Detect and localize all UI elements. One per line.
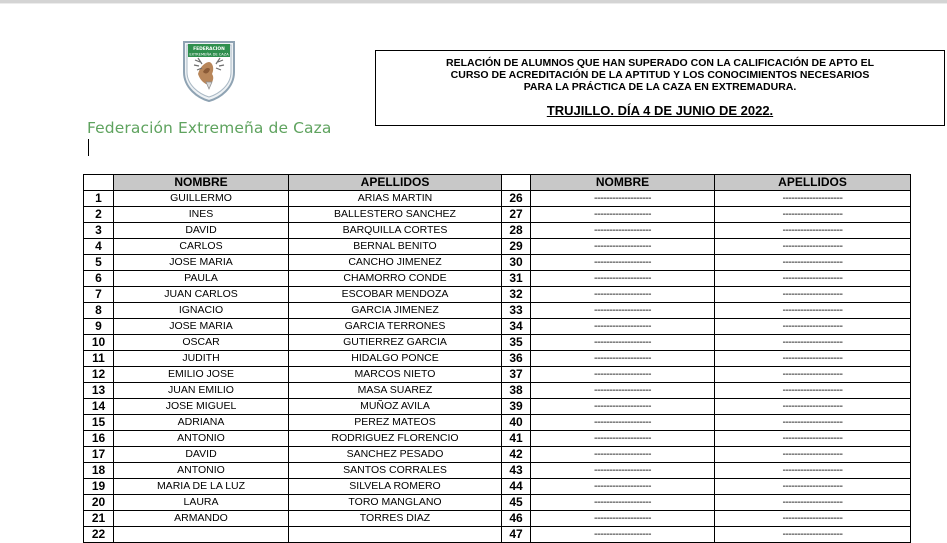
row-number: 1 — [84, 191, 114, 207]
row-number: 4 — [84, 239, 114, 255]
cell-apellidos: BERNAL BENITO — [289, 239, 502, 255]
cell-apellidos: CHAMORRO CONDE — [289, 271, 502, 287]
cell-apellidos-placeholder: -------------------- — [715, 479, 911, 495]
row-number-right: 46 — [502, 511, 531, 527]
cell-nombre-placeholder: ------------------- — [531, 399, 715, 415]
cell-apellidos-placeholder: -------------------- — [715, 319, 911, 335]
cell-apellidos: MARCOS NIETO — [289, 367, 502, 383]
students-table — [83, 174, 911, 543]
cell-apellidos: SILVELA ROMERO — [289, 479, 502, 495]
cell-apellidos-placeholder: -------------------- — [715, 367, 911, 383]
row-number-right: 47 — [502, 527, 531, 543]
cell-nombre-placeholder: ------------------- — [531, 287, 715, 303]
row-number: 11 — [84, 351, 114, 367]
cell-nombre-placeholder: ------------------- — [531, 463, 715, 479]
cell-nombre — [114, 527, 289, 543]
cell-nombre: JUDITH — [114, 351, 289, 367]
cell-nombre-placeholder: ------------------- — [531, 383, 715, 399]
row-number-right: 37 — [502, 367, 531, 383]
cell-nombre-placeholder: ------------------- — [531, 207, 715, 223]
cell-apellidos-placeholder: -------------------- — [715, 287, 911, 303]
cell-apellidos-placeholder: -------------------- — [715, 239, 911, 255]
table-row — [84, 335, 911, 351]
cell-apellidos: SANTOS CORRALES — [289, 463, 502, 479]
cell-apellidos-placeholder: -------------------- — [715, 511, 911, 527]
header-number-right — [502, 175, 531, 191]
row-number: 18 — [84, 463, 114, 479]
cell-nombre-placeholder: ------------------- — [531, 351, 715, 367]
table-row — [84, 303, 911, 319]
row-number-right: 32 — [502, 287, 531, 303]
table-row — [84, 399, 911, 415]
header-nombre-left: NOMBRE — [114, 175, 289, 191]
table-row — [84, 479, 911, 495]
logo-text-top: FEDERACION — [193, 47, 225, 52]
table-row — [84, 463, 911, 479]
cell-nombre-placeholder: ------------------- — [531, 367, 715, 383]
cell-nombre: ARMANDO — [114, 511, 289, 527]
window-top-edge-shadow — [0, 3, 947, 4]
cell-nombre: JOSE MIGUEL — [114, 399, 289, 415]
cell-nombre-placeholder: ------------------- — [531, 415, 715, 431]
logo-text-bottom: EXTREMEÑA DE CAZA — [189, 52, 229, 57]
notice-date: TRUJILLO. DÍA 4 DE JUNIO DE 2022. — [546, 103, 774, 118]
cell-apellidos: RODRIGUEZ FLORENCIO — [289, 431, 502, 447]
row-number-right: 28 — [502, 223, 531, 239]
organization-name: Federación Extremeña de Caza — [87, 119, 332, 137]
cell-nombre: IGNACIO — [114, 303, 289, 319]
notice-line-2: CURSO DE ACREDITACIÓN DE LA APTITUD Y LOS CONOCIMIENTOS NECESARIOS — [450, 69, 870, 81]
cell-apellidos-placeholder: -------------------- — [715, 383, 911, 399]
cell-apellidos-placeholder: -------------------- — [715, 303, 911, 319]
table-row — [84, 191, 911, 207]
cell-nombre: ANTONIO — [114, 431, 289, 447]
cell-nombre: JOSE MARIA — [114, 255, 289, 271]
cell-nombre-placeholder: ------------------- — [531, 319, 715, 335]
cell-apellidos: ARIAS MARTIN — [289, 191, 502, 207]
cell-apellidos: CANCHO JIMENEZ — [289, 255, 502, 271]
cell-apellidos-placeholder: -------------------- — [715, 351, 911, 367]
cell-apellidos-placeholder: -------------------- — [715, 271, 911, 287]
cell-nombre: GUILLERMO — [114, 191, 289, 207]
cell-nombre-placeholder: ------------------- — [531, 223, 715, 239]
row-number: 5 — [84, 255, 114, 271]
header-apellidos-left: APELLIDOS — [289, 175, 502, 191]
table-row — [84, 223, 911, 239]
table-row — [84, 527, 911, 543]
cell-apellidos: ESCOBAR MENDOZA — [289, 287, 502, 303]
row-number: 12 — [84, 367, 114, 383]
cell-nombre: JUAN EMILIO — [114, 383, 289, 399]
cell-apellidos-placeholder: -------------------- — [715, 399, 911, 415]
cell-apellidos: GUTIERREZ GARCIA — [289, 335, 502, 351]
cell-nombre-placeholder: ------------------- — [531, 511, 715, 527]
cell-apellidos: TORRES DIAZ — [289, 511, 502, 527]
cell-apellidos: MUÑOZ AVILA — [289, 399, 502, 415]
notice-line-1: RELACIÓN DE ALUMNOS QUE HAN SUPERADO CON LA CALIFICACIÓN DE APTO EL — [446, 57, 874, 69]
cell-nombre: CARLOS — [114, 239, 289, 255]
row-number: 14 — [84, 399, 114, 415]
row-number: 10 — [84, 335, 114, 351]
row-number-right: 35 — [502, 335, 531, 351]
row-number-right: 41 — [502, 431, 531, 447]
row-number: 2 — [84, 207, 114, 223]
cell-apellidos-placeholder: -------------------- — [715, 191, 911, 207]
row-number-right: 26 — [502, 191, 531, 207]
table-row — [84, 431, 911, 447]
row-number: 21 — [84, 511, 114, 527]
cell-nombre: JOSE MARIA — [114, 319, 289, 335]
students-table-body — [84, 191, 911, 543]
cell-apellidos-placeholder: -------------------- — [715, 463, 911, 479]
cell-nombre-placeholder: ------------------- — [531, 479, 715, 495]
cell-nombre: DAVID — [114, 223, 289, 239]
cell-apellidos: BARQUILLA CORTES — [289, 223, 502, 239]
cell-apellidos: PEREZ MATEOS — [289, 415, 502, 431]
notice-line-3: PARA LA PRÁCTICA DE LA CAZA EN EXTREMADURA. — [523, 81, 797, 93]
row-number-right: 44 — [502, 479, 531, 495]
row-number-right: 38 — [502, 383, 531, 399]
cell-apellidos-placeholder: -------------------- — [715, 223, 911, 239]
row-number-right: 27 — [502, 207, 531, 223]
row-number: 16 — [84, 431, 114, 447]
row-number-right: 30 — [502, 255, 531, 271]
cell-apellidos: GARCIA JIMENEZ — [289, 303, 502, 319]
row-number: 13 — [84, 383, 114, 399]
cell-nombre: EMILIO JOSE — [114, 367, 289, 383]
table-row — [84, 351, 911, 367]
row-number-right: 33 — [502, 303, 531, 319]
federation-shield-logo — [182, 38, 236, 102]
row-number: 15 — [84, 415, 114, 431]
table-row — [84, 383, 911, 399]
cell-nombre: JUAN CARLOS — [114, 287, 289, 303]
cell-apellidos: GARCIA TERRONES — [289, 319, 502, 335]
header-nombre-right: NOMBRE — [531, 175, 715, 191]
cell-apellidos — [289, 527, 502, 543]
cell-nombre-placeholder: ------------------- — [531, 239, 715, 255]
row-number-right: 43 — [502, 463, 531, 479]
row-number: 22 — [84, 527, 114, 543]
row-number: 7 — [84, 287, 114, 303]
cell-nombre: ANTONIO — [114, 463, 289, 479]
cell-apellidos-placeholder: -------------------- — [715, 415, 911, 431]
notice-box — [375, 50, 945, 126]
cell-nombre: PAULA — [114, 271, 289, 287]
cell-apellidos: BALLESTERO SANCHEZ — [289, 207, 502, 223]
row-number-right: 36 — [502, 351, 531, 367]
cell-apellidos: TORO MANGLANO — [289, 495, 502, 511]
text-cursor — [88, 139, 89, 156]
cell-apellidos: HIDALGO PONCE — [289, 351, 502, 367]
cell-nombre-placeholder: ------------------- — [531, 191, 715, 207]
table-row — [84, 447, 911, 463]
cell-nombre: LAURA — [114, 495, 289, 511]
table-row — [84, 287, 911, 303]
row-number-right: 31 — [502, 271, 531, 287]
row-number: 3 — [84, 223, 114, 239]
table-row — [84, 511, 911, 527]
cell-nombre-placeholder: ------------------- — [531, 495, 715, 511]
row-number: 20 — [84, 495, 114, 511]
row-number: 6 — [84, 271, 114, 287]
cell-apellidos: MASA SUAREZ — [289, 383, 502, 399]
row-number-right: 39 — [502, 399, 531, 415]
table-header-row — [84, 175, 911, 191]
table-row — [84, 271, 911, 287]
row-number-right: 40 — [502, 415, 531, 431]
cell-nombre: INES — [114, 207, 289, 223]
cell-nombre-placeholder: ------------------- — [531, 527, 715, 543]
cell-nombre: MARIA DE LA LUZ — [114, 479, 289, 495]
cell-apellidos-placeholder: -------------------- — [715, 255, 911, 271]
cell-apellidos-placeholder: -------------------- — [715, 431, 911, 447]
header-apellidos-right: APELLIDOS — [715, 175, 911, 191]
cell-apellidos-placeholder: -------------------- — [715, 447, 911, 463]
cell-nombre: OSCAR — [114, 335, 289, 351]
cell-nombre-placeholder: ------------------- — [531, 431, 715, 447]
cell-nombre-placeholder: ------------------- — [531, 255, 715, 271]
cell-nombre: ADRIANA — [114, 415, 289, 431]
row-number: 8 — [84, 303, 114, 319]
cell-apellidos: SANCHEZ PESADO — [289, 447, 502, 463]
table-row — [84, 207, 911, 223]
row-number: 17 — [84, 447, 114, 463]
table-row — [84, 255, 911, 271]
cell-nombre: DAVID — [114, 447, 289, 463]
row-number-right: 34 — [502, 319, 531, 335]
table-row — [84, 367, 911, 383]
row-number: 19 — [84, 479, 114, 495]
table-row — [84, 239, 911, 255]
header-number-left — [84, 175, 114, 191]
notice-body — [376, 57, 944, 93]
cell-apellidos-placeholder: -------------------- — [715, 527, 911, 543]
cell-nombre-placeholder: ------------------- — [531, 271, 715, 287]
row-number-right: 29 — [502, 239, 531, 255]
row-number-right: 42 — [502, 447, 531, 463]
cell-nombre-placeholder: ------------------- — [531, 447, 715, 463]
table-row — [84, 319, 911, 335]
cell-apellidos-placeholder: -------------------- — [715, 207, 911, 223]
cell-nombre-placeholder: ------------------- — [531, 303, 715, 319]
cell-apellidos-placeholder: -------------------- — [715, 495, 911, 511]
row-number: 9 — [84, 319, 114, 335]
table-row — [84, 415, 911, 431]
cell-apellidos-placeholder: -------------------- — [715, 335, 911, 351]
cell-nombre-placeholder: ------------------- — [531, 335, 715, 351]
table-row — [84, 495, 911, 511]
row-number-right: 45 — [502, 495, 531, 511]
